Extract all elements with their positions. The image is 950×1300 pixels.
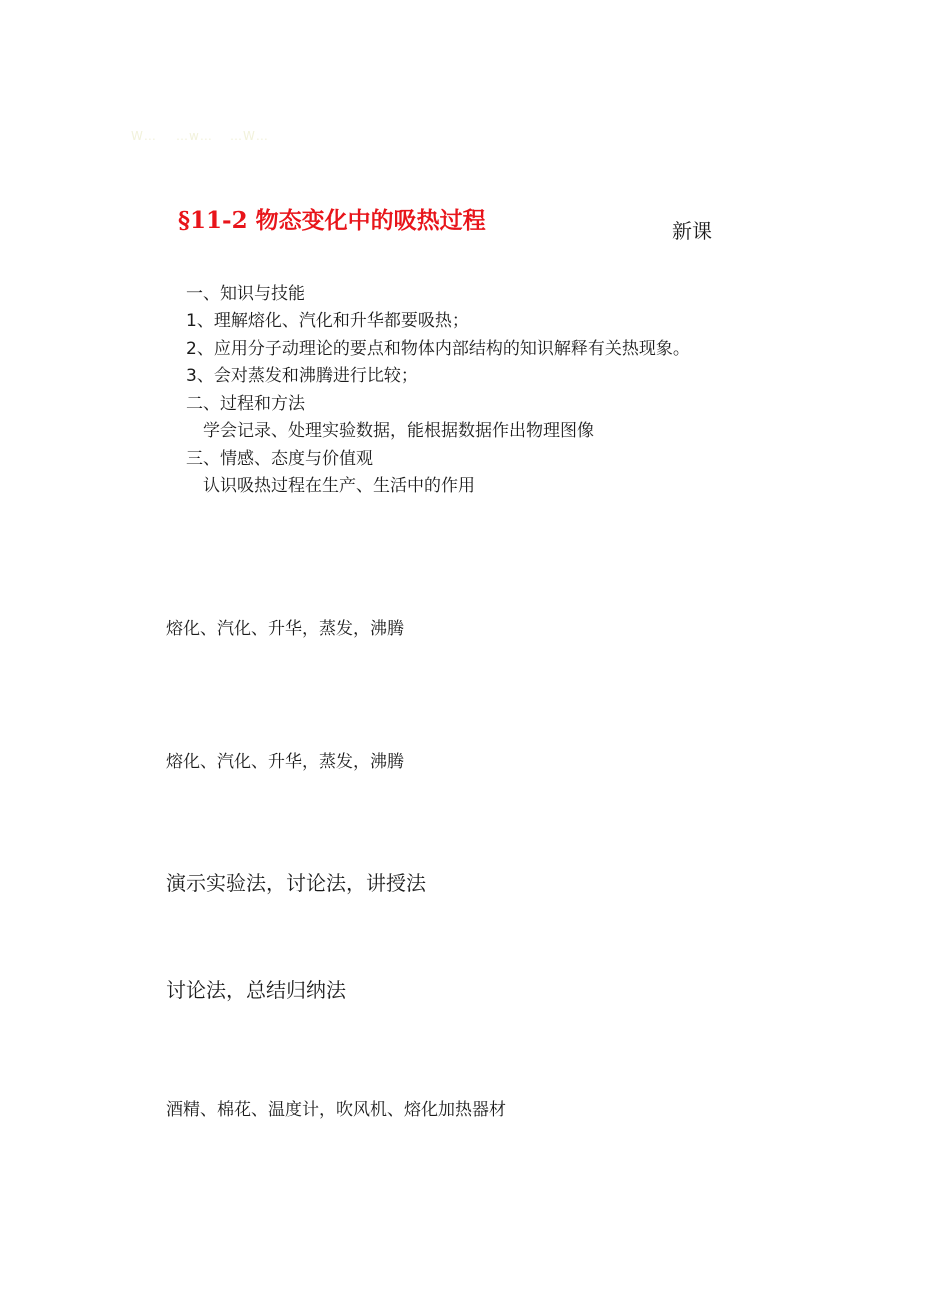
- objective-item: 2、应用分子动理论的要点和物体内部结构的知识解释有关热现象。: [186, 339, 690, 359]
- objective-heading-knowledge: 一、知识与技能: [186, 284, 305, 304]
- watermark-text: …w…: [176, 129, 213, 143]
- objective-heading-attitude: 三、情感、态度与价值观: [186, 449, 373, 469]
- teaching-methods: 演示实验法，讨论法，讲授法: [166, 871, 426, 895]
- learning-methods: 讨论法，总结归纳法: [166, 978, 346, 1002]
- watermark-text: …W…: [230, 129, 269, 143]
- objective-item: 认识吸热过程在生产、生活中的作用: [203, 476, 475, 496]
- objective-item: 学会记录、处理实验数据，能根据数据作出物理图像: [203, 421, 594, 441]
- key-points: 熔化、汽化、升华，蒸发，沸腾: [166, 619, 404, 639]
- objective-heading-process: 二、过程和方法: [186, 394, 305, 414]
- difficult-points: 熔化、汽化、升华，蒸发，沸腾: [166, 752, 404, 772]
- teaching-materials: 酒精、棉花、温度计，吹风机、熔化加热器材: [166, 1100, 506, 1120]
- lesson-title: §11-2 物态变化中的吸热过程: [178, 207, 486, 234]
- watermark-text: W…: [131, 129, 157, 143]
- lesson-type-tag: 新课: [672, 219, 712, 243]
- objective-item: 3、会对蒸发和沸腾进行比较；: [186, 366, 418, 386]
- objective-item: 1、理解熔化、汽化和升华都要吸热；: [186, 311, 469, 331]
